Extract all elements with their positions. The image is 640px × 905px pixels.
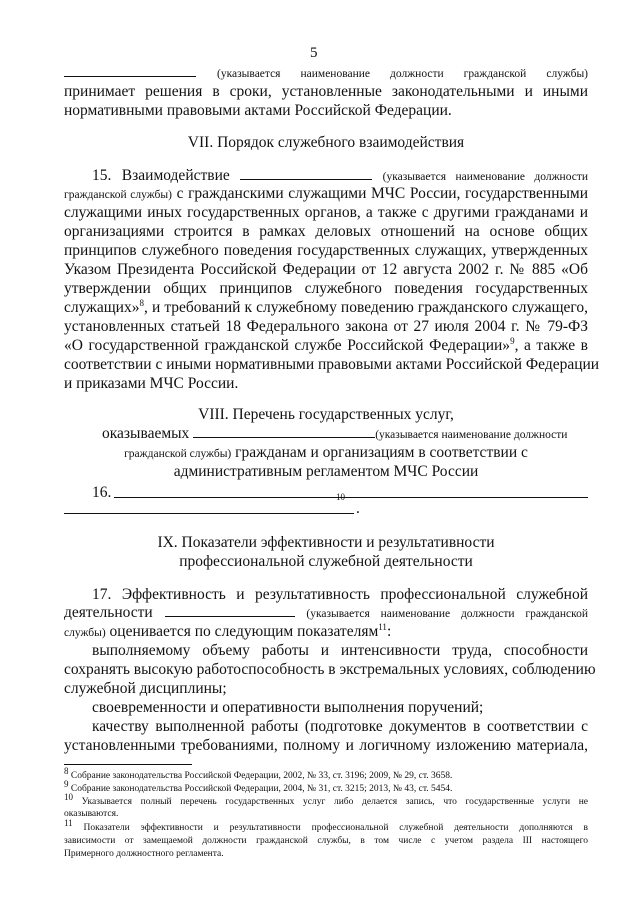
- footnote-number: 9: [64, 779, 69, 789]
- s7-text: , и требований к служебному поведению гражданского служащего,: [143, 299, 588, 316]
- s9-text: деятельности: [64, 604, 153, 621]
- s7-line-1: [64, 167, 588, 186]
- footnote-ref: 9: [510, 335, 515, 346]
- s7-line-4: организациями строится в рамках деловых отношений на основе общих: [64, 223, 588, 240]
- position-note: (указывается наименование должности гражданской службы): [217, 68, 589, 80]
- s8-text: оказываемых: [102, 425, 190, 442]
- s7-line-2: [64, 185, 588, 204]
- position-note: гражданской службы): [64, 189, 172, 201]
- footnote-number: 10: [64, 792, 73, 802]
- s9-line-4: выполняемому объему работы и интенсивности труда, способности: [92, 642, 588, 659]
- s9-line-6: служебной дисциплины;: [64, 680, 227, 697]
- s7-line-6: Указом Президента Российской Федерации от 12 августа 2002 г. № 885 «Об: [64, 261, 588, 278]
- s7-line-11: соответствии с иными нормативными правовыми актами Российской Федерации: [64, 356, 600, 373]
- s9-line-7: своевременности и оперативности выполнения поручений;: [92, 699, 484, 716]
- position-blank: [240, 167, 372, 180]
- position-blank: [193, 425, 375, 438]
- s9-line-3: [64, 623, 391, 642]
- s9-line-2: [64, 604, 588, 623]
- s9-text: оценивается по следующим показателям: [109, 623, 379, 640]
- s7-text: с гражданскими служащими МЧС России, государственными: [176, 185, 589, 202]
- footnote-number: 11: [64, 818, 73, 828]
- blank-line: [64, 513, 354, 514]
- footnote-text: Собрание законодательства Российской Федерации, 2002, № 33, ст. 3196; 2009, № 29, ст. 3658.: [70, 771, 453, 782]
- s9-line-5: сохранять высокую работоспособность в экстремальных условиях, соблюдению: [64, 661, 596, 678]
- intro-line-1: [64, 64, 588, 83]
- footnote-11-cont2: Примерного должностного регламента.: [64, 849, 224, 859]
- section-8-title: VIII. Перечень государственных услуг,: [198, 406, 454, 423]
- footnote-9: [64, 779, 588, 796]
- footnote-ref: 8: [139, 297, 144, 308]
- footnote-ref: 11: [378, 621, 387, 632]
- intro-line-2: принимает решения в сроки, установленные законодательными и иными: [64, 83, 588, 100]
- position-note: (указывается наименование должности гражданской: [306, 608, 589, 620]
- footnote-11-cont: зависимости от замещаемой должности гражданской службы, в том числе с учетом раздела III настоящего: [64, 836, 588, 846]
- footnote-ref: 10: [336, 492, 345, 502]
- footnote-text: Показатели эффективности и результативности профессиональной служебной деятельности дополняются в: [83, 823, 589, 834]
- intro-line-3: нормативными правовыми актами Российской Федерации.: [64, 102, 452, 119]
- s9-line-9: установленными требованиями, полному и логичному изложению материала,: [64, 737, 588, 754]
- s7-text: , а также в: [514, 337, 588, 354]
- s8-title-line-3: [64, 444, 588, 463]
- blank-line: [114, 497, 588, 498]
- footnote-separator: [64, 764, 192, 765]
- footnote-text: Указывается полный перечень государственных услуг либо делается запись, что государственные услуги не: [81, 797, 588, 808]
- s7-line-9: установленных статьей 18 Федерального закона от 27 июля 2004 г. № 79-ФЗ: [64, 318, 588, 335]
- s7-line-5: принципов служебного поведения государственных служащих, утвержденных: [64, 242, 588, 259]
- position-blank: [64, 64, 196, 77]
- s9-text: :: [386, 623, 392, 640]
- s9-line-1: [64, 586, 588, 604]
- section-7-title: VII. Порядок служебного взаимодействия: [187, 134, 465, 151]
- s7-line-10: [64, 337, 588, 355]
- section-9-title: IX. Показатели эффективности и результативности: [157, 534, 495, 551]
- position-note: (указывается наименование должности: [375, 429, 568, 441]
- footnote-10-cont: оказываются.: [64, 809, 119, 819]
- s7-lead: 15. Взаимодействие: [92, 167, 230, 184]
- footnote-text: Собрание законодательства Российской Федерации, 2004, № 31, ст. 3215; 2013, № 43, ст. 5454.: [70, 784, 453, 795]
- position-note: гражданской службы): [124, 448, 232, 460]
- s7-text: служащих»: [64, 299, 140, 316]
- position-blank: [165, 604, 295, 617]
- s8-title-line-4: административным регламентом МЧС России: [173, 463, 479, 480]
- s7-line-8: [64, 299, 588, 317]
- s7-line-3: служащими иных государственных органов, а также с другими гражданами и: [64, 204, 588, 221]
- footnote-11: [64, 818, 589, 835]
- footnote-number: 8: [64, 766, 69, 776]
- footnote-8: [64, 766, 588, 783]
- s9-text: 17. Эффективность и результативность профессиональной служебной: [92, 586, 588, 603]
- paragraph-16-number: 16.: [92, 484, 112, 501]
- section-9-subtitle: профессиональной служебной деятельности: [179, 553, 473, 570]
- s7-line-7: утверждении общих принципов служебного поведения государственных: [64, 280, 588, 297]
- footnote-10: [64, 792, 588, 809]
- s8-title-line-2: [102, 425, 567, 444]
- s7-line-12: и приказами МЧС России.: [64, 375, 239, 392]
- s8-text: гражданам и организациям в соответствии с: [235, 444, 528, 461]
- s7-text: «О государственной гражданской службе Российской Федерации»: [64, 337, 511, 354]
- position-note: (указывается наименование должности: [382, 171, 589, 183]
- s9-line-8: качеству выполненной работы (подготовке документов в соответствии с: [92, 718, 588, 735]
- position-note: службы): [64, 627, 106, 639]
- period: .: [356, 500, 360, 517]
- page-number: 5: [310, 45, 318, 61]
